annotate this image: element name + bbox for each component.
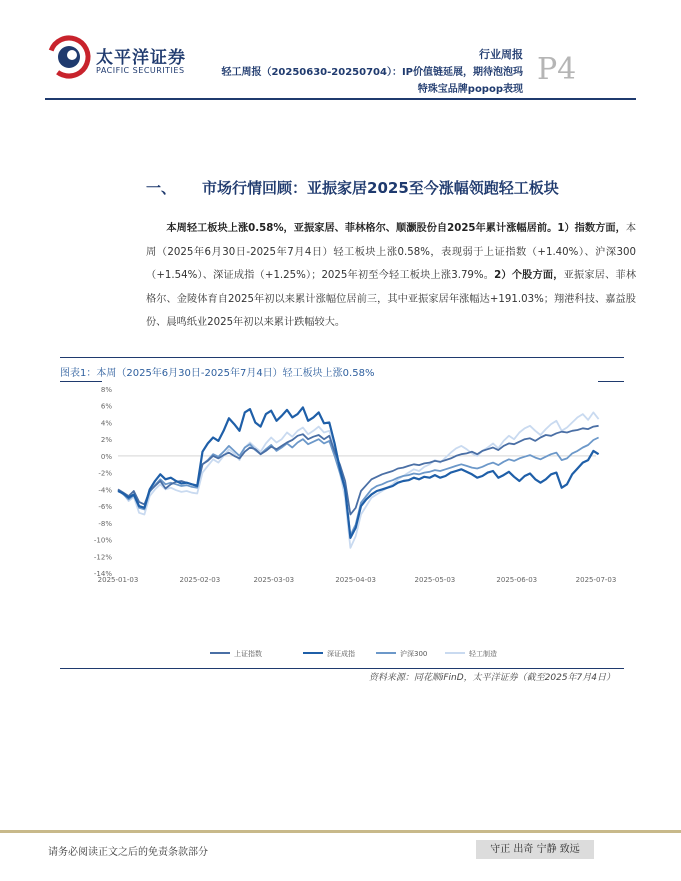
body-paragraph — [146, 217, 636, 335]
x-tick-label: 2025-01-03 — [97, 576, 139, 584]
x-tick-label: 2025-04-03 — [335, 576, 377, 584]
footer-divider — [0, 830, 681, 833]
y-tick-label: 8% — [100, 386, 112, 394]
x-tick-label: 2025-03-03 — [253, 576, 295, 584]
report-title-line-1: 轻工周报（20250630-20250704）：IP价值链延展，期待泡泡玛 — [221, 67, 523, 78]
y-tick-label: 4% — [100, 419, 112, 428]
y-tick-label: -8% — [98, 519, 112, 528]
legend-label: 深证成指 — [327, 650, 355, 658]
figure-bottom-rule — [60, 668, 624, 669]
brand-name-en: PACIFIC SECURITIES — [96, 66, 185, 75]
footer-disclaimer: 请务必阅读正文之后的免责条款部分 — [48, 847, 208, 858]
section-title: 市场行情回顾：亚振家居2025至今涨幅领跑轻工板块 — [202, 179, 559, 197]
y-tick-label: -2% — [98, 469, 112, 478]
stock-text: 亚振家居、菲林格尔、金陵体育自2025年初以来累计涨幅位居前三，其中亚振家居年涨幅达+191.03%；翔港科技、嘉益股份、晨鸣纸业2025年初以来累计跌幅较大。 — [146, 270, 637, 328]
section-heading — [146, 177, 559, 198]
y-tick-label: -14% — [93, 570, 112, 578]
series-line-0 — [118, 426, 599, 515]
pacific-securities-logo-icon — [48, 36, 90, 78]
x-tick-label: 2025-07-03 — [575, 576, 617, 584]
y-tick-label: -12% — [93, 553, 112, 562]
y-tick-label: 6% — [100, 402, 112, 411]
legend-label: 轻工制造 — [469, 650, 497, 658]
y-tick-label: -6% — [98, 503, 112, 512]
header-divider — [45, 98, 636, 100]
figure-top-rule — [60, 357, 624, 358]
section-number: 一、 — [146, 179, 177, 197]
brand-name-cn: 太平洋证券 — [96, 48, 186, 68]
footer-motto: 守正 出奇 宁静 致远 — [476, 840, 594, 859]
figure-caption: 图表1：本周（2025年6月30日-2025年7月4日）轻工板块上涨0.58% — [60, 368, 375, 379]
series-line-3 — [118, 412, 599, 548]
x-tick-label: 2025-06-03 — [496, 576, 538, 584]
x-tick-label: 2025-02-03 — [179, 576, 221, 584]
report-title-line-2: 特珠宝品牌popop表现 — [417, 84, 523, 95]
lead-summary: 本周轻工板块上涨0.58%，亚振家居、菲林格尔、顺灏股份自2025年累计涨幅居前。 — [166, 223, 558, 234]
index-heading: 1）指数方面， — [557, 223, 626, 234]
figure-source: 资料来源：同花顺iFinD，太平洋证券（截至2025年7月4日） — [368, 673, 615, 683]
line-chart — [60, 383, 617, 668]
y-tick-label: 2% — [100, 436, 112, 445]
stock-heading: 2）个股方面， — [494, 270, 564, 281]
figure-caption-underline-right — [598, 381, 624, 382]
figure-caption-underline — [60, 381, 102, 382]
x-tick-label: 2025-05-03 — [414, 576, 456, 584]
legend-label: 上证指数 — [234, 650, 262, 658]
legend-label: 沪深300 — [400, 650, 428, 658]
index-text: 本周（2025年6月30日-2025年7月4日）轻工板块上涨0.58%，表现弱于上证指数（+1.40%）、沪深300（+1.54%）、深证成指（+1.25%）；2025年初至今轻工板块上涨3.79%。 — [146, 223, 636, 281]
report-type: 行业周报 — [479, 48, 523, 61]
page-number: P4 — [537, 52, 577, 87]
y-tick-label: -4% — [98, 486, 112, 495]
y-tick-label: -10% — [93, 536, 112, 545]
y-tick-label: 0% — [100, 452, 112, 461]
